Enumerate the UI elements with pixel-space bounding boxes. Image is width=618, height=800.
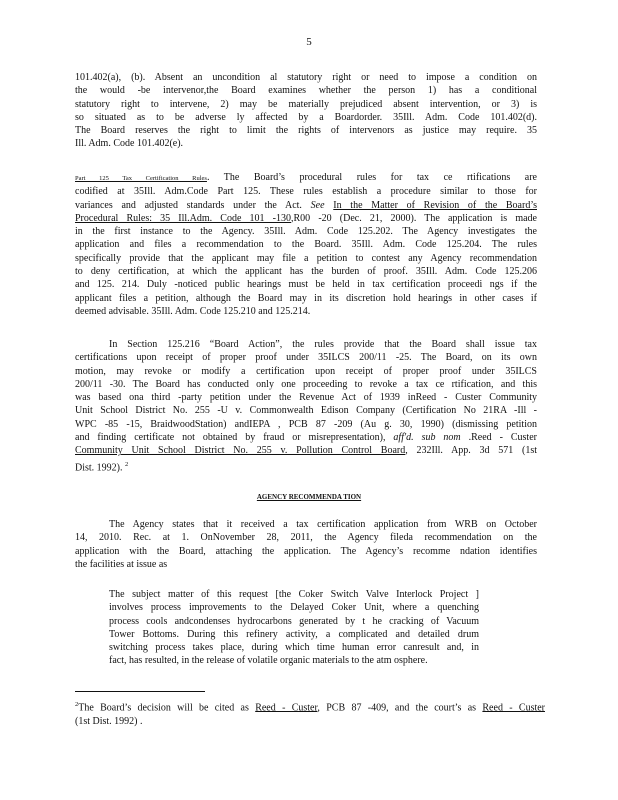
text-line: the facilities at issue as	[75, 558, 168, 570]
text-line: so situated as to be adverse ly affected by a Boardorder. 35Ill. Adm. Code 101.402(d).	[75, 111, 537, 123]
text-line: 14, 2010. Rec. at 1. OnNovember 28, 2011, the Agency fileda recommendation on the	[75, 532, 537, 544]
quote-line: involves process improvements to the Delayed Coker Unit, where a quenching	[109, 602, 479, 614]
case-citation: In the Matter of Revision of the Board’s	[333, 199, 537, 211]
text-line: to deny certification, at which the applicant has the burden of proof. 35Ill. Adm. Code 125.206	[75, 266, 537, 278]
text-line: certifications upon receipt of proper proof under 35ILCS 200/11 -25. The Board, on its own	[75, 352, 537, 364]
quote-line: The subject matter of this request [the Coker Switch Valve Interlock Project ]	[109, 589, 479, 600]
text-line	[75, 431, 537, 444]
quote-line: fact, has resulted, in the release of volatile organic materials to the atm osphere.	[109, 655, 428, 667]
text-line: and 125. 214. Duly -noticed public hearings must be held in tax certification proceedi ngs if the	[75, 279, 537, 291]
text-line	[75, 212, 537, 225]
page-number: 5	[306, 36, 312, 48]
paragraph-board-action	[75, 338, 537, 474]
text-line: the would -be intervenor,the Board examines whether the person 1) has a conditional	[75, 85, 537, 97]
paragraph-tax-certification-rules	[75, 171, 537, 318]
text-line: 200/11 -30. The Board has conducted only one proceeding to revoke a tax ce rtification, and this	[75, 378, 537, 390]
quote-line: process cools andcondenses hydrocarbons generated by t he cracking of Vacuum	[109, 615, 479, 627]
section-heading: Part 125 Tax Certification Rules	[75, 175, 207, 182]
text-segment: . The Board’s procedural rules for tax ce rtifications are	[206, 172, 537, 183]
footnote-divider	[75, 691, 205, 692]
footnote-reference: 2	[125, 460, 129, 468]
text-segment: The Board’s decision will be cited as	[78, 702, 249, 714]
text-line: statutory right to intervene, 2) may be materially prejudiced absent intervention, or 3) is	[75, 98, 537, 110]
text-line: The Agency states that it received a tax certification application from WRB on October	[109, 519, 537, 530]
text-segment: ,R00 -20 (Dec. 21, 2000). The application is made	[291, 212, 537, 224]
text-line: 101.402(a), (b). Absent an uncondition al statutory right or need to impose a condition on	[75, 72, 537, 83]
text-line: was based ona third -party petition under the Revenue Act of 1939 inReed - Custer Community	[75, 392, 537, 404]
text-line	[75, 199, 537, 212]
signal-see: See	[310, 199, 325, 211]
signal-affd: aff'd. sub nom	[393, 432, 461, 444]
text-line: application with the Board, attaching the application. The Agency’s recomme ndation identifies	[75, 545, 537, 557]
text-line: deemed advisable. 35Ill. Adm. Code 125.210 and 125.214.	[75, 305, 311, 317]
quote-line: switching process takes place, during which time human error canresult and, in	[109, 642, 479, 654]
text-segment: and finding certificate not obtained by fraud or misrepresentation),	[75, 432, 386, 444]
case-citation: Procedural Rules: 35 Ill.Adm. Code 101 -130	[75, 212, 292, 224]
text-segment: , 232Ill. App. 3d 571 (1st	[405, 445, 537, 457]
footnote-line: (1st Dist. 1992) .	[75, 715, 143, 727]
paragraph-agency-states	[75, 518, 537, 571]
text-line	[75, 444, 537, 457]
block-quote	[109, 588, 479, 668]
footnote-line	[75, 698, 545, 715]
text-line: The Board reserves the right to limit the rights of intervenors as justice may require. 35	[75, 125, 537, 137]
text-line: specifically provide that the applicant may file a petition to contest any Agency recommendation	[75, 252, 537, 264]
text-line: Ill. Adm. Code 101.402(e).	[75, 138, 184, 150]
text-line: WPC -85 -15, BraidwoodStation) andIEPA , PCB 87 -209 (Au g. 30, 1990) (dismissing petition	[75, 418, 537, 430]
case-citation: Reed - Custer	[255, 702, 318, 714]
paragraph-intervention	[75, 71, 537, 151]
case-citation: Community Unit School District No. 255 v. Pollution Control Board	[75, 445, 406, 457]
text-line: In Section 125.216 “Board Action”, the rules provide that the Board shall issue tax	[109, 339, 537, 350]
text-segment: .Reed - Custer	[468, 432, 537, 444]
text-line: in the first instance to the Agency. 35Ill. Adm. Code 125.202. The Agency investigates the	[75, 226, 537, 238]
case-citation: Reed - Custer	[482, 702, 545, 714]
text-segment: Dist. 1992).	[75, 462, 123, 473]
footnote-mark: 2	[75, 701, 79, 708]
text-line: Unit School District No. 255 -U v. Commonwealth Edison Company (Certification No 21RA -Ill -	[75, 405, 537, 417]
text-line: application and files a recommendation to the Board. 35Ill. Adm. Code 125.204. The rules	[75, 239, 537, 251]
text-line: codified at 35Ill. Adm.Code Part 125. These rules establish a procedure similar to those for	[75, 186, 537, 198]
quote-line: Tower Bottoms. During this refinery activity, a complicated and detailed drum	[109, 628, 479, 640]
section-heading-agency-recommendation: AGENCY RECOMMENDA TION	[256, 493, 362, 501]
text-line: applicant files a petition, although the Board may in its discretion hold hearings in other cases if	[75, 292, 537, 304]
text-line	[75, 458, 537, 475]
footnote	[75, 698, 545, 728]
text-segment: , PCB 87 -409, and the court’s as	[317, 702, 477, 714]
text-line	[75, 171, 537, 185]
text-segment: variances and adjusted standards under the Act.	[75, 199, 302, 211]
text-line: motion, may revoke or modify a certification upon receipt of proper proof under 35ILCS	[75, 365, 537, 377]
